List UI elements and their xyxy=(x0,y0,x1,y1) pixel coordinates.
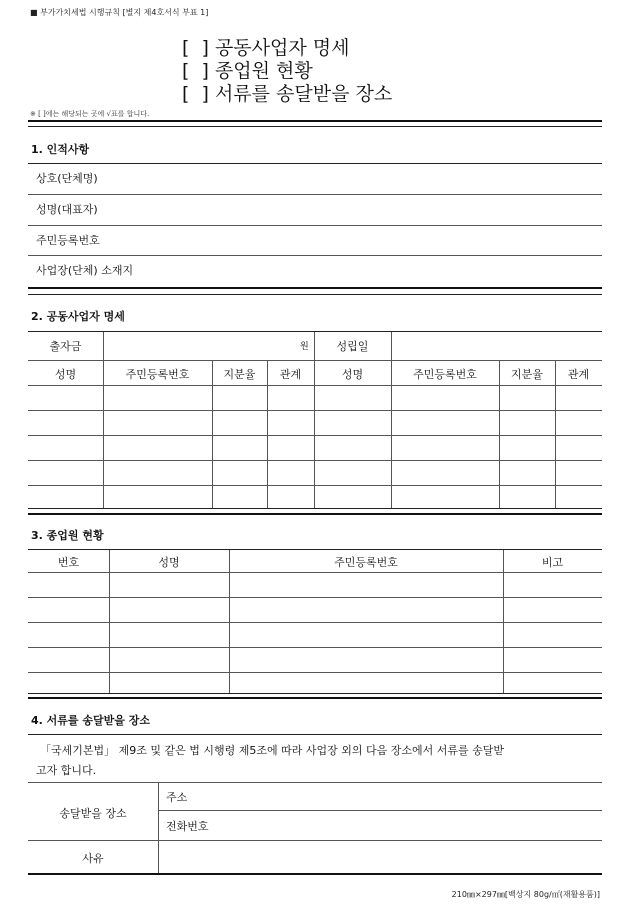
title-joint-business-checkbox[interactable]: [ ] 공동사업자 명세 xyxy=(182,37,350,59)
phone-input[interactable] xyxy=(230,812,600,838)
form-reference-note: ■ 부가가치세법 시행규칙 [별지 제4호서식 부표 1] xyxy=(30,8,209,17)
col-header-name-2: 성명 xyxy=(341,368,364,381)
col-header-share-ratio-2: 지분율 xyxy=(511,368,543,381)
representative-name-label: 성명(대표자) xyxy=(36,203,98,216)
divider xyxy=(28,294,602,295)
title-delivery-place-checkbox[interactable]: [ ] 서류를 송달받을 장소 xyxy=(182,83,393,105)
divider xyxy=(28,287,602,289)
divider xyxy=(28,126,602,127)
capital-input[interactable] xyxy=(105,333,295,357)
delivery-description-line2: 고자 합니다. xyxy=(36,764,97,777)
col-header-remarks: 비고 xyxy=(541,556,564,569)
capital-label: 출자금 xyxy=(49,340,82,353)
col-header-share-ratio: 지분율 xyxy=(223,368,256,381)
col-header-resident-number-2: 주민등록번호 xyxy=(413,368,477,381)
reason-input[interactable] xyxy=(160,842,600,872)
col-header-number: 번호 xyxy=(57,556,80,569)
divider xyxy=(28,163,602,164)
established-date-input[interactable] xyxy=(393,333,599,357)
col-header-employee-resident-number: 주민등록번호 xyxy=(334,556,398,569)
address-input[interactable] xyxy=(230,784,600,808)
resident-number-label: 주민등록번호 xyxy=(36,234,100,247)
section1-title: 1. 인적사항 xyxy=(31,143,90,156)
paper-spec-footer: 210㎜×297㎜[백상지 80g/㎡(재활용품)] xyxy=(451,890,600,899)
divider xyxy=(28,120,602,122)
address-label: 주소 xyxy=(166,791,188,804)
delivery-description-line1: 「국세기본법」 제9조 및 같은 법 시행령 제5조에 따라 사업장 외의 다음 장소에서 서류를 송달받 xyxy=(40,744,504,757)
title-employee-status-checkbox[interactable]: [ ] 종업원 현황 xyxy=(182,60,313,82)
col-header-relation: 관계 xyxy=(279,368,302,381)
divider xyxy=(28,331,602,332)
col-header-relation-2: 관계 xyxy=(567,368,590,381)
phone-label: 전화번호 xyxy=(166,820,209,833)
delivery-place-label: 송달받을 장소 xyxy=(59,807,127,820)
col-header-employee-name: 성명 xyxy=(158,556,180,569)
col-header-name: 성명 xyxy=(54,368,77,381)
section2-title: 2. 공동사업자 명세 xyxy=(31,310,125,323)
established-date-label: 성립일 xyxy=(336,340,369,353)
capital-unit: 원 xyxy=(300,342,309,352)
business-address-label: 사업장(단체) 소재지 xyxy=(36,264,134,277)
section4-title: 4. 서류를 송달받을 장소 xyxy=(31,714,150,727)
reason-label: 사유 xyxy=(82,852,104,865)
col-header-resident-number: 주민등록번호 xyxy=(125,368,190,381)
checkbox-instruction-note: ※ [ ]에는 해당되는 곳에 √표를 합니다. xyxy=(30,110,150,118)
section3-title: 3. 종업원 현황 xyxy=(31,529,104,542)
trade-name-label: 상호(단체명) xyxy=(36,172,98,185)
